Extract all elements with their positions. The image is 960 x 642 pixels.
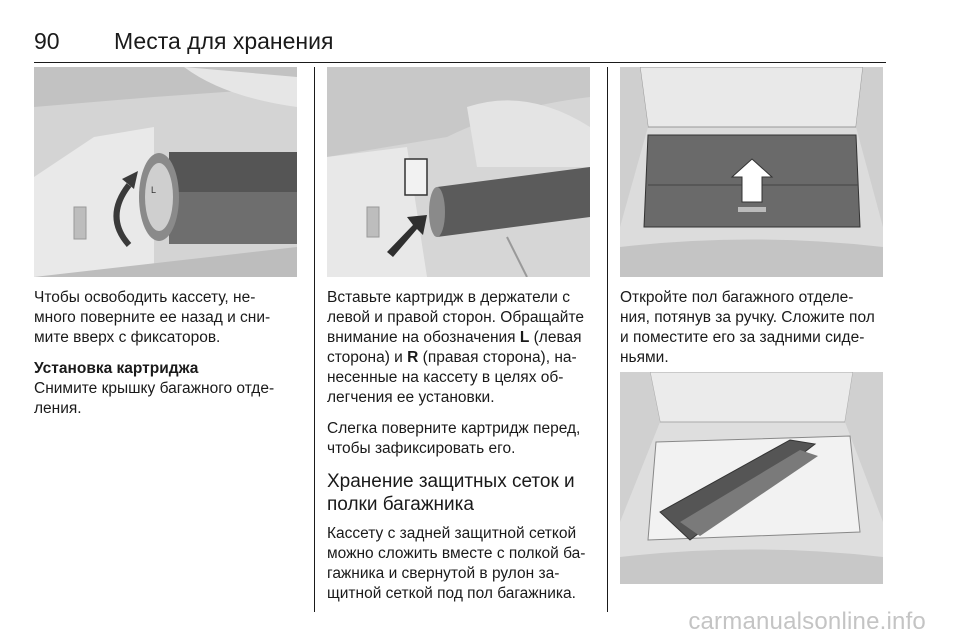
page-header — [34, 14, 886, 54]
left-column — [34, 288, 304, 430]
cartridge-release-illustration — [34, 67, 297, 277]
mark-l: L — [519, 329, 530, 346]
right-column — [620, 288, 892, 379]
storage-heading: Хранение защитных сеток и полки багажника — [327, 471, 575, 515]
column-divider-1 — [314, 67, 315, 612]
lock-instructions: Слегка поверните картридж перед, чтобы зафиксировать его. — [327, 420, 581, 457]
page-number: 90 — [34, 28, 60, 54]
middle-column — [327, 288, 597, 615]
cartridge-insert-illustration — [327, 67, 590, 277]
mark-r: R — [407, 349, 419, 366]
storage-instructions: Кассету с задней защитной сеткой можно сложить вместе с полкой ба- гажника и свернутой в рулон за- щитной сеткой под пол багажника. — [327, 525, 586, 602]
chapter-title: Места для хранения — [114, 28, 334, 54]
install-subheading: Установка картриджа — [34, 360, 199, 377]
cartridge-storage-illustration — [620, 372, 883, 584]
install-instructions: Снимите крышку багажного отде- ления. — [34, 380, 275, 417]
watermark: carmanualsonline.info — [688, 608, 926, 635]
release-instructions: Чтобы освободить кассету, не- много поверните ее назад и сни- мите вверх с фиксаторов. — [34, 289, 271, 346]
svg-text:L: L — [151, 185, 157, 195]
column-divider-2 — [607, 67, 608, 612]
floor-lift-illustration — [620, 67, 883, 277]
insert-instructions: Вставьте картридж в держатели с левой и правой сторон. Обращайте внимание на обозначения L (левая сторона) и R (правая сторона), на- несенные на кассету в целях об- легчения ее установки. — [327, 289, 585, 406]
floor-instructions: Откройте пол багажного отделе- ния, потянув за ручку. Сложите пол и поместите его за задними сиде- ньями. — [620, 289, 875, 366]
header-divider — [34, 62, 886, 63]
